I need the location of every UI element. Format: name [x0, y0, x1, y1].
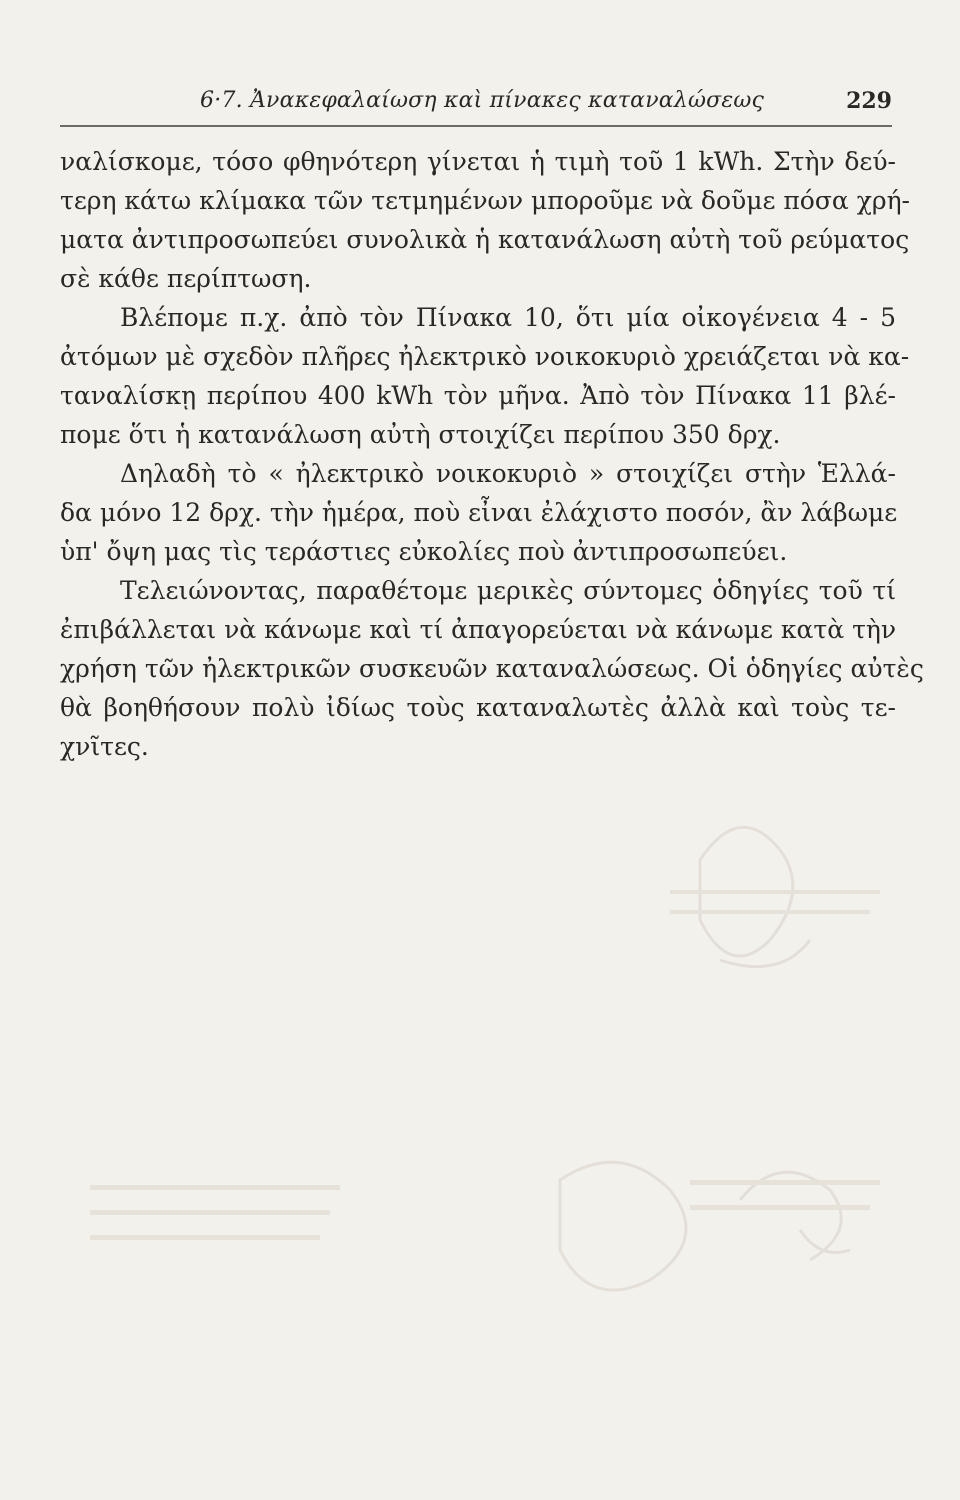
text-line: πομε ὅτι ἡ κατανάλωση αὐτὴ στοιχίζει περίπου 350 δρχ. [60, 420, 781, 449]
page-number: 229 [846, 88, 892, 114]
header-rule [60, 125, 892, 127]
text-line: ναλίσκομε, τόσο φθηνότερη γίνεται ἡ τιμὴ τοῦ 1 kWh. Στὴν δεύ- [60, 147, 896, 176]
text-line: Δηλαδὴ τὸ « ἠλεκτρικὸ νοικοκυριὸ » στοιχίζει στὴν Ἑλλά- [120, 459, 896, 488]
page-header [60, 88, 892, 124]
body-text [60, 142, 924, 766]
text-line: ἐπιβάλλεται νὰ κάνωμε καὶ τί ἀπαγορεύεται νὰ κάνωμε κατὰ τὴν [60, 615, 897, 644]
text-line: ἀτόμων μὲ σχεδὸν πλῆρες ἠλεκτρικὸ νοικοκυριὸ χρειάζεται νὰ κα- [60, 342, 910, 371]
text-line: ταναλίσκῃ περίπου 400 kWh τὸν μῆνα. Ἀπὸ τὸν Πίνακα 11 βλέ- [60, 381, 896, 410]
text-line: χνῖτες. [60, 732, 149, 761]
text-line: τερη κάτω κλίμακα τῶν τετμημένων μποροῦμε νὰ δοῦμε πόσα χρή- [60, 186, 910, 215]
text-line: ὑπ' ὄψη μας τὶς τεράστιες εὐκολίες ποὺ ἀντιπροσωπεύει. [60, 537, 788, 566]
text-line: Βλέπομε π.χ. ἀπὸ τὸν Πίνακα 10, ὅτι μία οἰκογένεια 4 - 5 [120, 303, 896, 332]
text-line: θὰ βοηθήσουν πολὺ ἰδίως τοὺς καταναλωτὲς ἀλλὰ καὶ τοὺς τε- [60, 693, 896, 722]
text-line: χρήση τῶν ἠλεκτρικῶν συσκευῶν καταναλώσεως. Οἱ ὁδηγίες αὐτὲς [60, 654, 924, 683]
text-line: δα μόνο 12 δρχ. τὴν ἡμέρα, ποὺ εἶναι ἐλάχιστο ποσόν, ἂν λάβωμε [60, 498, 898, 527]
text-line: ματα ἀντιπροσωπεύει συνολικὰ ἡ κατανάλωση αὐτὴ τοῦ ρεύματος [60, 225, 910, 254]
running-title: 6·7. Ἀνακεφαλαίωση καὶ πίνακες καταναλώσεως [200, 88, 765, 113]
text-line: Τελειώνοντας, παραθέτομε μερικὲς σύντομες ὁδηγίες τοῦ τί [120, 576, 896, 605]
text-line: σὲ κάθε περίπτωση. [60, 264, 312, 293]
